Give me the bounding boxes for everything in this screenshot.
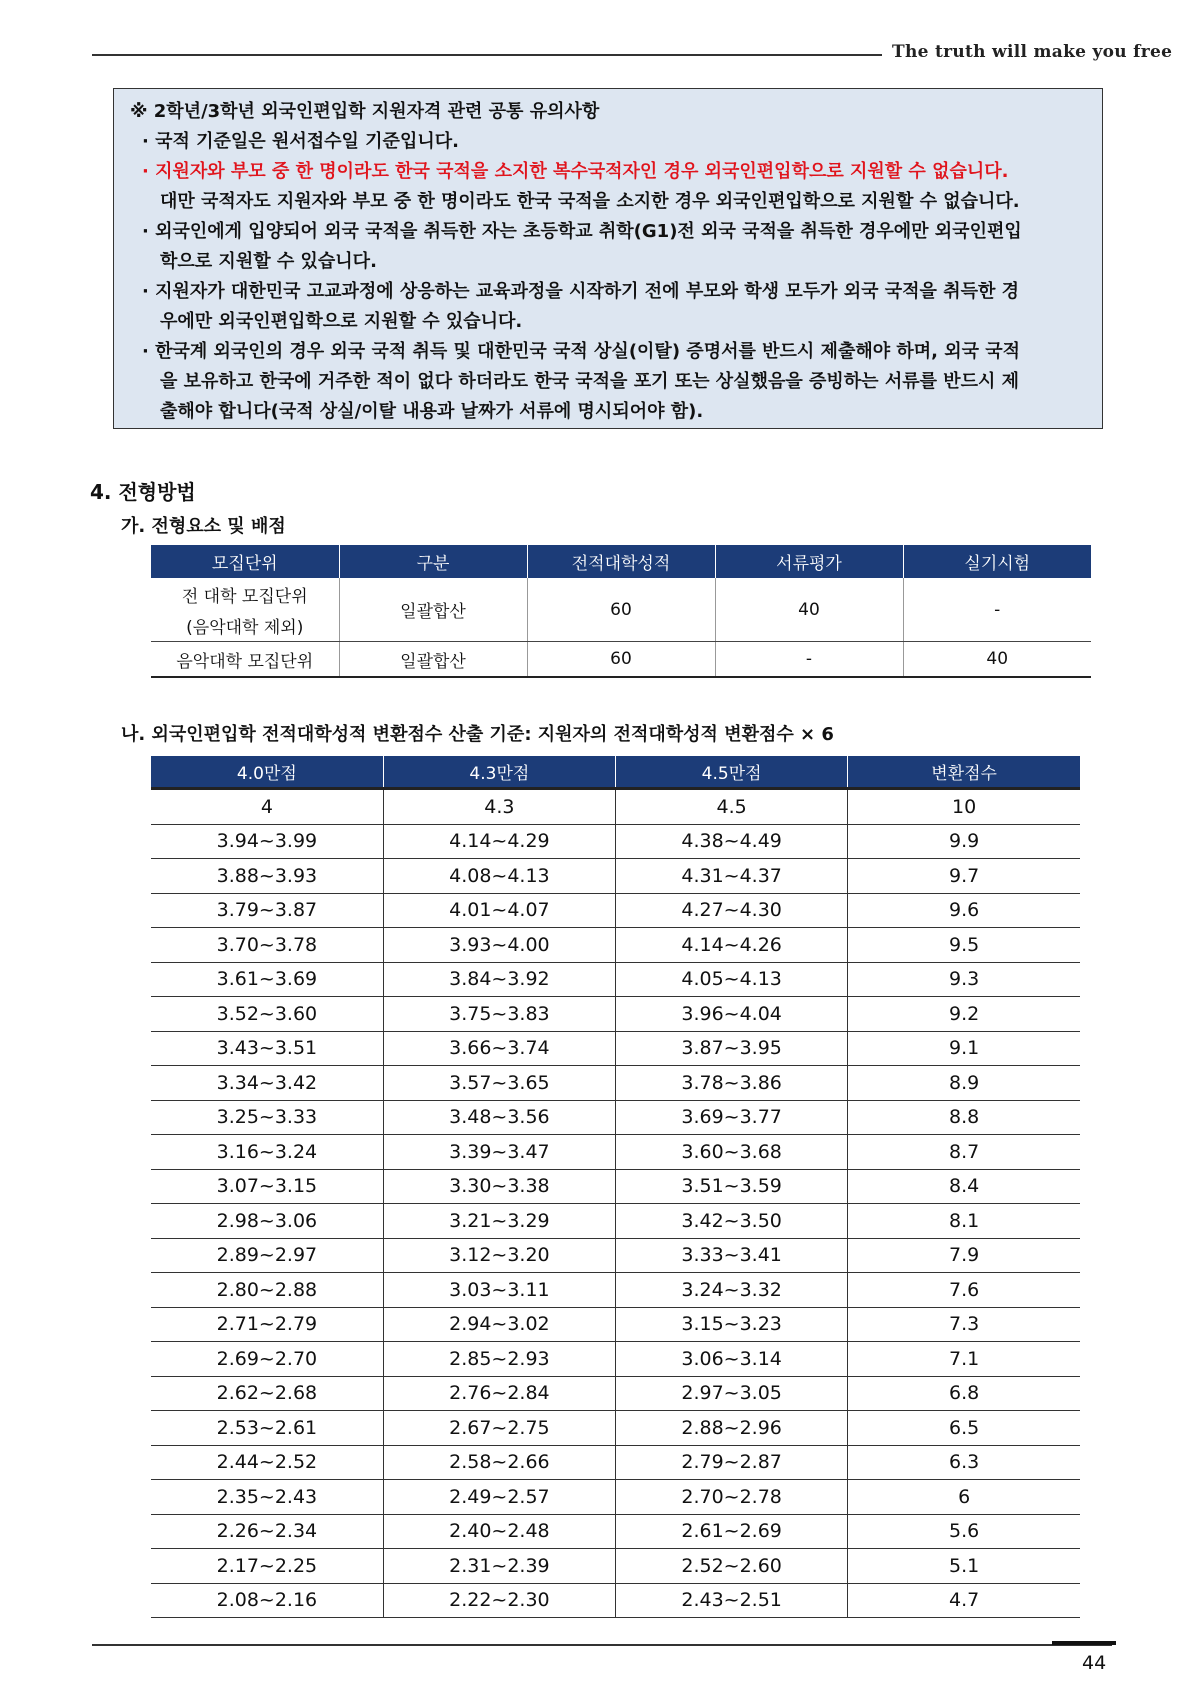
gpa-4-3-cell: 2.67~2.75	[383, 1411, 615, 1446]
converted-score-cell: 6.8	[848, 1376, 1080, 1411]
table-row	[151, 962, 1080, 997]
table-header-cell: 변환점수	[848, 756, 1080, 789]
gpa-4-5-cell: 2.88~2.96	[616, 1411, 848, 1446]
notice-line: 출해야 합니다(국적 상실/이탈 내용과 날짜가 서류에 명시되어야 함).	[160, 401, 704, 422]
gpa-4-3-cell: 3.30~3.38	[383, 1169, 615, 1204]
converted-score-cell: 8.4	[848, 1169, 1080, 1204]
gpa-4-3-cell: 3.93~4.00	[383, 928, 615, 963]
header-rule	[92, 54, 882, 56]
gpa-4-0-cell: 3.16~3.24	[151, 1135, 383, 1170]
converted-score-cell: 9.2	[848, 997, 1080, 1032]
table-row	[151, 1376, 1080, 1411]
table-row	[151, 1342, 1080, 1377]
gpa-4-5-cell: 4.5	[616, 789, 848, 825]
table-header-cell: 4.0만점	[151, 756, 383, 789]
converted-score-cell: 8.8	[848, 1100, 1080, 1135]
converted-score-cell: 5.6	[848, 1514, 1080, 1549]
gpa-4-5-cell: 4.38~4.49	[616, 824, 848, 859]
gpa-4-3-cell: 4.08~4.13	[383, 859, 615, 894]
gpa-4-0-cell: 3.52~3.60	[151, 997, 383, 1032]
gpa-4-0-cell: 3.43~3.51	[151, 1031, 383, 1066]
converted-score-cell: 8.7	[848, 1135, 1080, 1170]
converted-score-cell: 7.1	[848, 1342, 1080, 1377]
gpa-4-0-cell: 2.17~2.25	[151, 1549, 383, 1584]
table-row	[151, 1066, 1080, 1101]
converted-score-cell: 7.6	[848, 1273, 1080, 1308]
gpa-4-0-cell: 3.79~3.87	[151, 893, 383, 928]
section-title: 4. 전형방법	[90, 480, 196, 504]
gpa-4-3-cell: 3.75~3.83	[383, 997, 615, 1032]
gpa-4-0-cell: 3.07~3.15	[151, 1169, 383, 1204]
gpa-4-3-cell: 3.84~3.92	[383, 962, 615, 997]
table-header-cell: 실기시험	[903, 545, 1091, 578]
gpa-4-5-cell: 3.60~3.68	[616, 1135, 848, 1170]
gpa-4-3-cell: 2.85~2.93	[383, 1342, 615, 1377]
gpa-4-3-cell: 3.12~3.20	[383, 1238, 615, 1273]
table-row	[151, 789, 1080, 825]
converted-score-cell: 9.3	[848, 962, 1080, 997]
gpa-4-5-cell: 3.78~3.86	[616, 1066, 848, 1101]
gpa-4-3-cell: 4.14~4.29	[383, 824, 615, 859]
gpa-4-3-cell: 3.57~3.65	[383, 1066, 615, 1101]
gpa-4-3-cell: 3.66~3.74	[383, 1031, 615, 1066]
table-row	[151, 1307, 1080, 1342]
gpa-4-5-cell: 4.14~4.26	[616, 928, 848, 963]
gpa-4-3-cell: 3.39~3.47	[383, 1135, 615, 1170]
gpa-4-0-cell: 2.98~3.06	[151, 1204, 383, 1239]
table-header-row	[151, 756, 1080, 789]
gpa-4-3-cell: 2.31~2.39	[383, 1549, 615, 1584]
table-row	[151, 859, 1080, 894]
gpa-4-3-cell: 2.40~2.48	[383, 1514, 615, 1549]
converted-score-cell: 10	[848, 789, 1080, 825]
gpa-4-0-cell: 2.53~2.61	[151, 1411, 383, 1446]
gpa-4-0-cell: 4	[151, 789, 383, 825]
gpa-4-5-cell: 4.05~4.13	[616, 962, 848, 997]
gpa-4-5-cell: 3.15~3.23	[616, 1307, 848, 1342]
docs-cell: -	[715, 642, 903, 678]
unit-cell	[151, 578, 339, 642]
notice-box	[113, 88, 1103, 429]
table-row	[151, 1411, 1080, 1446]
table-row	[151, 1549, 1080, 1584]
table-row	[151, 1583, 1080, 1618]
table-row	[151, 1238, 1080, 1273]
subsection-title-b: 나. 외국인편입학 전적대학성적 변환점수 산출 기준: 지원자의 전적대학성적 변환점수 × 6	[121, 724, 834, 745]
table-header-row	[151, 545, 1091, 578]
unit-cell: 음악대학 모집단위	[151, 642, 339, 678]
converted-score-cell: 7.3	[848, 1307, 1080, 1342]
gpa-4-5-cell: 2.43~2.51	[616, 1583, 848, 1618]
gpa-4-5-cell: 3.06~3.14	[616, 1342, 848, 1377]
table-row	[151, 1480, 1080, 1515]
gpa-4-3-cell: 2.22~2.30	[383, 1583, 615, 1618]
selection-elements-table	[151, 545, 1091, 678]
gpa-4-5-cell: 3.24~3.32	[616, 1273, 848, 1308]
notice-line-warning: · 지원자와 부모 중 한 명이라도 한국 국적을 소지한 복수국적자인 경우 외국인편입학으로 지원할 수 없습니다.	[142, 161, 1009, 182]
gpa-4-3-cell: 3.48~3.56	[383, 1100, 615, 1135]
notice-line: · 외국인에게 입양되어 외국 국적을 취득한 자는 초등학교 취학(G1)전 외국 국적을 취득한 경우에만 외국인편입	[142, 221, 1022, 242]
gpa-4-3-cell: 2.49~2.57	[383, 1480, 615, 1515]
table-row	[151, 928, 1080, 963]
gpa-4-5-cell: 3.51~3.59	[616, 1169, 848, 1204]
table-row	[151, 1135, 1080, 1170]
notice-line: · 지원자가 대한민국 고교과정에 상응하는 교육과정을 시작하기 전에 부모와 학생 모두가 외국 국적을 취득한 경	[142, 281, 1020, 302]
docs-cell: 40	[715, 578, 903, 642]
table-header-cell: 서류평가	[715, 545, 903, 578]
converted-score-cell: 8.9	[848, 1066, 1080, 1101]
gpa-4-5-cell: 2.52~2.60	[616, 1549, 848, 1584]
gpa-4-3-cell: 3.03~3.11	[383, 1273, 615, 1308]
converted-score-cell: 9.7	[848, 859, 1080, 894]
converted-score-cell: 9.5	[848, 928, 1080, 963]
notice-line: 우에만 외국인편입학으로 지원할 수 있습니다.	[160, 311, 523, 332]
gpa-4-0-cell: 3.34~3.42	[151, 1066, 383, 1101]
score-conversion-table	[151, 756, 1080, 1618]
footer-accent-bar	[1052, 1641, 1116, 1645]
gpa-4-5-cell: 2.79~2.87	[616, 1445, 848, 1480]
practical-cell: -	[903, 578, 1091, 642]
gpa-4-0-cell: 3.94~3.99	[151, 824, 383, 859]
notice-line: · 국적 기준일은 원서접수일 기준입니다.	[142, 131, 459, 152]
gpa-4-5-cell: 3.96~4.04	[616, 997, 848, 1032]
gpa-4-0-cell: 2.71~2.79	[151, 1307, 383, 1342]
gpa-4-0-cell: 2.69~2.70	[151, 1342, 383, 1377]
table-row	[151, 1445, 1080, 1480]
table-row	[151, 1204, 1080, 1239]
notice-title: ※ 2학년/3학년 외국인편입학 지원자격 관련 공통 유의사항	[130, 101, 600, 122]
gpa-4-5-cell: 4.31~4.37	[616, 859, 848, 894]
table-header-cell: 구분	[339, 545, 527, 578]
converted-score-cell: 9.9	[848, 824, 1080, 859]
score-conversion-body	[151, 789, 1080, 1618]
notice-line: 대만 국적자도 지원자와 부모 중 한 명이라도 한국 국적을 소지한 경우 외국인편입학으로 지원할 수 없습니다.	[160, 191, 1020, 212]
unit-name: 전 대학 모집단위	[181, 586, 308, 607]
converted-score-cell: 9.1	[848, 1031, 1080, 1066]
gpa-4-3-cell: 4.01~4.07	[383, 893, 615, 928]
table-row	[151, 893, 1080, 928]
gpa-4-3-cell: 4.3	[383, 789, 615, 825]
converted-score-cell: 6	[848, 1480, 1080, 1515]
table-row	[151, 997, 1080, 1032]
type-cell: 일괄합산	[339, 578, 527, 642]
converted-score-cell: 7.9	[848, 1238, 1080, 1273]
gpa-4-0-cell: 3.88~3.93	[151, 859, 383, 894]
gpa-4-0-cell: 2.62~2.68	[151, 1376, 383, 1411]
converted-score-cell: 9.6	[848, 893, 1080, 928]
gpa-cell: 60	[527, 578, 715, 642]
table-row	[151, 578, 1091, 642]
subsection-title-a: 가. 전형요소 및 배점	[121, 516, 286, 537]
gpa-4-5-cell: 3.42~3.50	[616, 1204, 848, 1239]
gpa-4-0-cell: 2.08~2.16	[151, 1583, 383, 1618]
table-row	[151, 824, 1080, 859]
converted-score-cell: 6.5	[848, 1411, 1080, 1446]
gpa-4-0-cell: 2.26~2.34	[151, 1514, 383, 1549]
gpa-4-0-cell: 2.89~2.97	[151, 1238, 383, 1273]
table-header-cell: 4.5만점	[616, 756, 848, 789]
table-row	[151, 1031, 1080, 1066]
converted-score-cell: 5.1	[848, 1549, 1080, 1584]
converted-score-cell: 8.1	[848, 1204, 1080, 1239]
gpa-4-3-cell: 3.21~3.29	[383, 1204, 615, 1239]
table-row	[151, 642, 1091, 678]
gpa-4-0-cell: 2.35~2.43	[151, 1480, 383, 1515]
table-row	[151, 1273, 1080, 1308]
gpa-cell: 60	[527, 642, 715, 678]
gpa-4-5-cell: 3.33~3.41	[616, 1238, 848, 1273]
gpa-4-0-cell: 2.80~2.88	[151, 1273, 383, 1308]
table-row	[151, 1514, 1080, 1549]
gpa-4-0-cell: 2.44~2.52	[151, 1445, 383, 1480]
gpa-4-5-cell: 2.61~2.69	[616, 1514, 848, 1549]
converted-score-cell: 6.3	[848, 1445, 1080, 1480]
table-row	[151, 1169, 1080, 1204]
table-row	[151, 1100, 1080, 1135]
gpa-4-5-cell: 4.27~4.30	[616, 893, 848, 928]
gpa-4-5-cell: 3.69~3.77	[616, 1100, 848, 1135]
header-motto: The truth will make you free	[892, 42, 1173, 62]
gpa-4-5-cell: 3.87~3.95	[616, 1031, 848, 1066]
gpa-4-5-cell: 2.70~2.78	[616, 1480, 848, 1515]
type-cell: 일괄합산	[339, 642, 527, 678]
footer-rule	[92, 1644, 1112, 1646]
gpa-4-0-cell: 3.61~3.69	[151, 962, 383, 997]
notice-line: 학으로 지원할 수 있습니다.	[160, 251, 377, 272]
gpa-4-3-cell: 2.94~3.02	[383, 1307, 615, 1342]
converted-score-cell: 4.7	[848, 1583, 1080, 1618]
table-header-cell: 모집단위	[151, 545, 339, 578]
notice-line: 을 보유하고 한국에 거주한 적이 없다 하더라도 한국 국적을 포기 또는 상실했음을 증빙하는 서류를 반드시 제	[160, 371, 1020, 392]
gpa-4-5-cell: 2.97~3.05	[616, 1376, 848, 1411]
table-header-cell: 4.3만점	[383, 756, 615, 789]
table-header-cell: 전적대학성적	[527, 545, 715, 578]
gpa-4-0-cell: 3.25~3.33	[151, 1100, 383, 1135]
gpa-4-3-cell: 2.76~2.84	[383, 1376, 615, 1411]
notice-line: · 한국계 외국인의 경우 외국 국적 취득 및 대한민국 국적 상실(이탈) 증명서를 반드시 제출해야 하며, 외국 국적	[142, 341, 1021, 362]
practical-cell: 40	[903, 642, 1091, 678]
gpa-4-0-cell: 3.70~3.78	[151, 928, 383, 963]
page-number: 44	[1082, 1652, 1107, 1674]
unit-note: (음악대학 제외)	[186, 617, 304, 638]
gpa-4-3-cell: 2.58~2.66	[383, 1445, 615, 1480]
